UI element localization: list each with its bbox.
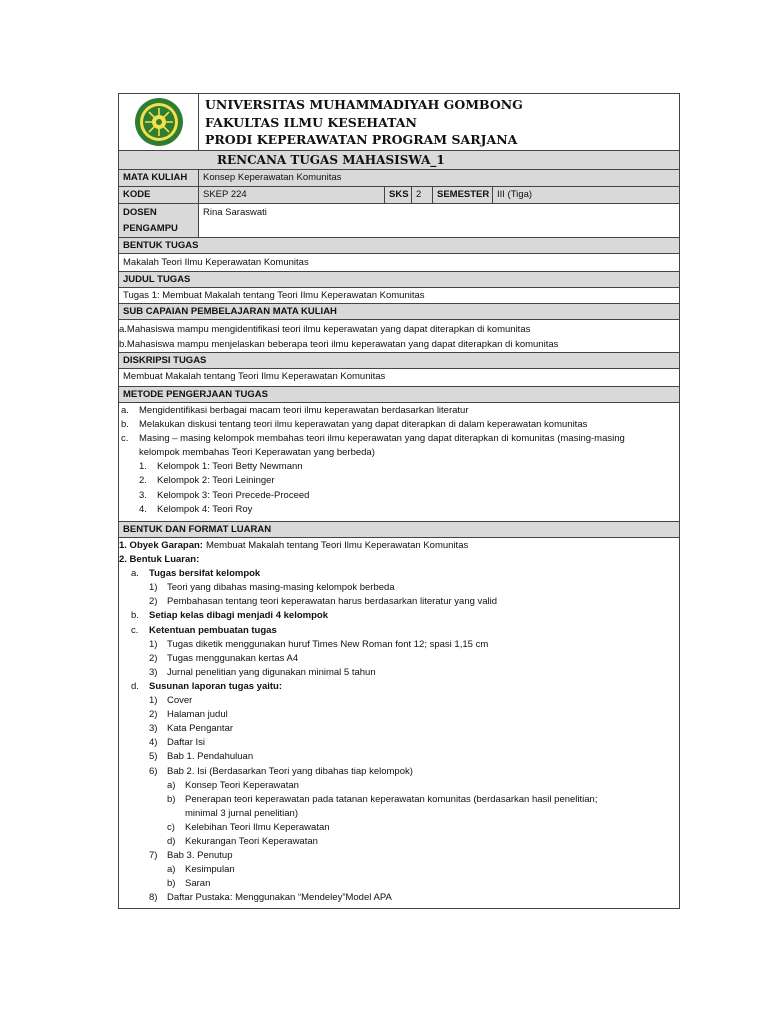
list-marker: a) <box>167 779 176 791</box>
list-item <box>119 503 679 517</box>
university-name: UNIVERSITAS MUHAMMADIYAH GOMBONG <box>205 97 523 112</box>
list-marker: 1. <box>139 461 147 473</box>
list-item <box>119 750 679 764</box>
list-text: Penerapan teori keperawatan pada tatanan keperawatan komunitas (berdasarkan hasil penelitian; <box>185 793 598 805</box>
list-marker: 4. <box>139 503 147 515</box>
diskripsi-value: Membuat Makalah tentang Teori Ilmu Keperawatan Komunitas <box>119 369 679 387</box>
mata-kuliah-row <box>119 170 679 187</box>
list-text: Mengidentifikasi berbagai macam teori ilmu keperawatan berdasarkan literatur <box>139 405 469 416</box>
metode-list <box>119 403 679 522</box>
list-item <box>119 553 679 567</box>
kode-label: KODE <box>119 187 199 203</box>
diskripsi-heading: DISKRIPSI TUGAS <box>119 353 679 369</box>
list-item <box>119 624 679 638</box>
list-item <box>119 474 679 488</box>
list-marker: a) <box>167 864 176 876</box>
sks-value: 2 <box>412 187 433 203</box>
list-item <box>119 694 679 708</box>
header-titles <box>199 94 679 150</box>
list-item <box>119 863 679 877</box>
list-item <box>119 609 679 623</box>
list-text: minimal 3 jurnal penelitian) <box>185 807 298 819</box>
mata-kuliah-value: Konsep Keperawatan Komunitas <box>203 172 342 183</box>
list-item <box>119 779 679 793</box>
list-marker: c. <box>121 433 129 445</box>
list-marker: 6) <box>149 765 158 777</box>
list-marker: a. <box>131 568 139 580</box>
list-item <box>119 821 679 835</box>
list-item <box>119 460 679 474</box>
metode-heading: METODE PENGERJAAN TUGAS <box>119 387 679 403</box>
list-marker: 2) <box>149 596 158 608</box>
list-text: Kelompok 2: Teori Leininger <box>157 475 275 487</box>
list-marker: b) <box>167 878 176 890</box>
list-text: Tugas bersifat kelompok <box>149 568 261 580</box>
list-text: Ketentuan pembuatan tugas <box>149 624 277 636</box>
list-text: Kesimpulan <box>185 864 235 876</box>
document-title: RENCANA TUGAS MAHASISWA_1 <box>119 151 679 170</box>
semester-value: III (Tiga) <box>497 189 533 200</box>
list-marker: b. <box>131 610 139 622</box>
judul-tugas-value: Tugas 1: Membuat Makalah tentang Teori Ilmu Keperawatan Komunitas <box>119 288 679 304</box>
list-text: Masing – masing kelompok membahas teori ilmu keperawatan yang dapat diterapkan di komunitas (masing-masing <box>139 433 625 445</box>
document-header <box>119 94 679 151</box>
list-marker: 4) <box>149 737 158 749</box>
list-text: Pembahasan tentang teori keperawatan harus berdasarkan literatur yang valid <box>167 596 498 608</box>
sub-capaian-item: b.Mahasiswa mampu menjelaskan beberapa teori ilmu keperawatan yang dapat diterapkan di komunitas <box>119 339 559 350</box>
list-text: Kelebihan Teori Ilmu Keperawatan <box>185 821 330 833</box>
list-item <box>119 595 679 609</box>
list-marker: 1) <box>149 695 158 707</box>
list-item <box>119 849 679 863</box>
list-text: Kata Pengantar <box>167 723 234 735</box>
list-marker: d) <box>167 835 176 847</box>
dosen-value: Rina Saraswati <box>203 207 267 218</box>
list-item <box>119 489 679 503</box>
judul-tugas-heading: JUDUL TUGAS <box>119 272 679 288</box>
faculty-name: FAKULTAS ILMU KESEHATAN <box>205 114 417 130</box>
list-text: Tugas menggunakan kertas A4 <box>167 652 299 664</box>
list-text: Halaman judul <box>167 709 228 721</box>
list-item <box>119 539 679 553</box>
list-item <box>119 736 679 750</box>
list-item <box>119 680 679 694</box>
list-marker: c) <box>167 821 175 833</box>
list-item <box>119 652 679 666</box>
list-marker: c. <box>131 624 139 636</box>
list-marker: d. <box>131 680 139 692</box>
list-text: Membuat Makalah tentang Teori Ilmu Keperawatan Komunitas <box>205 540 469 551</box>
list-item <box>119 581 679 595</box>
list-item <box>119 446 679 460</box>
list-item <box>119 638 679 652</box>
list-text: Saran <box>185 878 211 890</box>
rtm-document <box>118 93 680 909</box>
bentuk-tugas-heading: BENTUK TUGAS <box>119 238 679 254</box>
list-text: Kelompok 3: Teori Precede-Proceed <box>157 489 310 501</box>
kode-row <box>119 187 679 204</box>
list-marker: 1) <box>149 582 158 594</box>
luaran-list <box>119 538 679 908</box>
list-item <box>119 891 679 905</box>
sub-capaian-list <box>119 320 679 353</box>
dosen-label <box>119 204 199 237</box>
list-marker: 3) <box>149 666 158 678</box>
sub-capaian-item: a.Mahasiswa mampu mengidentifikasi teori ilmu keperawatan yang dapat diterapkan di komunitas <box>119 324 531 335</box>
list-item <box>119 722 679 736</box>
dosen-label-line-1: DOSEN <box>123 207 157 218</box>
list-marker: 2. <box>139 475 147 487</box>
list-text: Daftar Isi <box>167 737 206 749</box>
list-text: Setiap kelas dibagi menjadi 4 kelompok <box>149 610 328 622</box>
list-text: Kelompok 1: Teori Betty Newmann <box>157 461 303 473</box>
list-text: Kekurangan Teori Keperawatan <box>185 835 318 847</box>
list-text: kelompok membahas Teori Keperawatan yang berbeda) <box>139 447 375 459</box>
list-marker: 5) <box>149 751 158 763</box>
luaran-heading: BENTUK DAN FORMAT LUARAN <box>119 522 679 538</box>
dosen-row <box>119 204 679 238</box>
list-text: Bab 2. Isi (Berdasarkan Teori yang dibahas tiap kelompok) <box>167 765 413 777</box>
sub-capaian-heading: SUB CAPAIAN PEMBELAJARAN MATA KULIAH <box>119 304 679 320</box>
list-marker: 2) <box>149 709 158 721</box>
list-marker: 3. <box>139 489 147 501</box>
list-item <box>119 404 679 418</box>
list-marker: 2. Bentuk Luaran: <box>119 554 200 566</box>
list-text: Bab 1. Pendahuluan <box>167 751 254 763</box>
list-marker: 8) <box>149 892 158 904</box>
list-marker: b) <box>167 793 176 805</box>
list-marker: 1. Obyek Garapan: <box>119 540 203 551</box>
list-marker: 1) <box>149 638 158 650</box>
list-item <box>119 418 679 432</box>
list-item <box>119 793 679 807</box>
list-marker: 7) <box>149 850 158 862</box>
logo-cell <box>119 94 199 150</box>
mata-kuliah-label: MATA KULIAH <box>119 170 199 186</box>
list-text: Bab 3. Penutup <box>167 850 233 862</box>
list-text: Melakukan diskusi tentang teori ilmu keperawatan yang dapat diterapkan di dalam keperawatan komunitas <box>139 419 588 431</box>
list-text: Jurnal penelitian yang digunakan minimal 5 tahun <box>167 666 376 678</box>
list-text: Konsep Teori Keperawatan <box>185 779 299 791</box>
list-text: Tugas diketik menggunakan huruf Times New Roman font 12; spasi 1,15 cm <box>167 638 489 650</box>
list-text: Susunan laporan tugas yaitu: <box>149 680 283 692</box>
list-item <box>119 877 679 891</box>
list-marker: 3) <box>149 723 158 735</box>
semester-label: SEMESTER <box>433 187 493 203</box>
sks-label: SKS <box>385 187 412 203</box>
kode-value: SKEP 224 <box>199 187 385 203</box>
program-name: PRODI KEPERAWATAN PROGRAM SARJANA <box>205 132 518 147</box>
list-text: Cover <box>167 695 193 707</box>
list-text: Daftar Pustaka: Menggunakan “Mendeley”Model APA <box>167 892 392 904</box>
list-item <box>119 835 679 849</box>
list-text: Kelompok 4: Teori Roy <box>157 503 253 515</box>
university-logo-icon <box>133 96 185 148</box>
list-item <box>119 666 679 680</box>
list-item <box>119 765 679 779</box>
list-item <box>119 567 679 581</box>
list-item <box>119 432 679 446</box>
list-marker: b. <box>121 419 129 431</box>
list-marker: 2) <box>149 652 158 664</box>
list-marker: a. <box>121 405 129 416</box>
list-item <box>119 708 679 722</box>
bentuk-tugas-value: Makalah Teori Ilmu Keperawatan Komunitas <box>119 254 679 272</box>
dosen-label-line-2: PENGAMPU <box>123 223 178 234</box>
list-text: Teori yang dibahas masing-masing kelompok berbeda <box>167 582 395 594</box>
list-item <box>119 807 679 821</box>
